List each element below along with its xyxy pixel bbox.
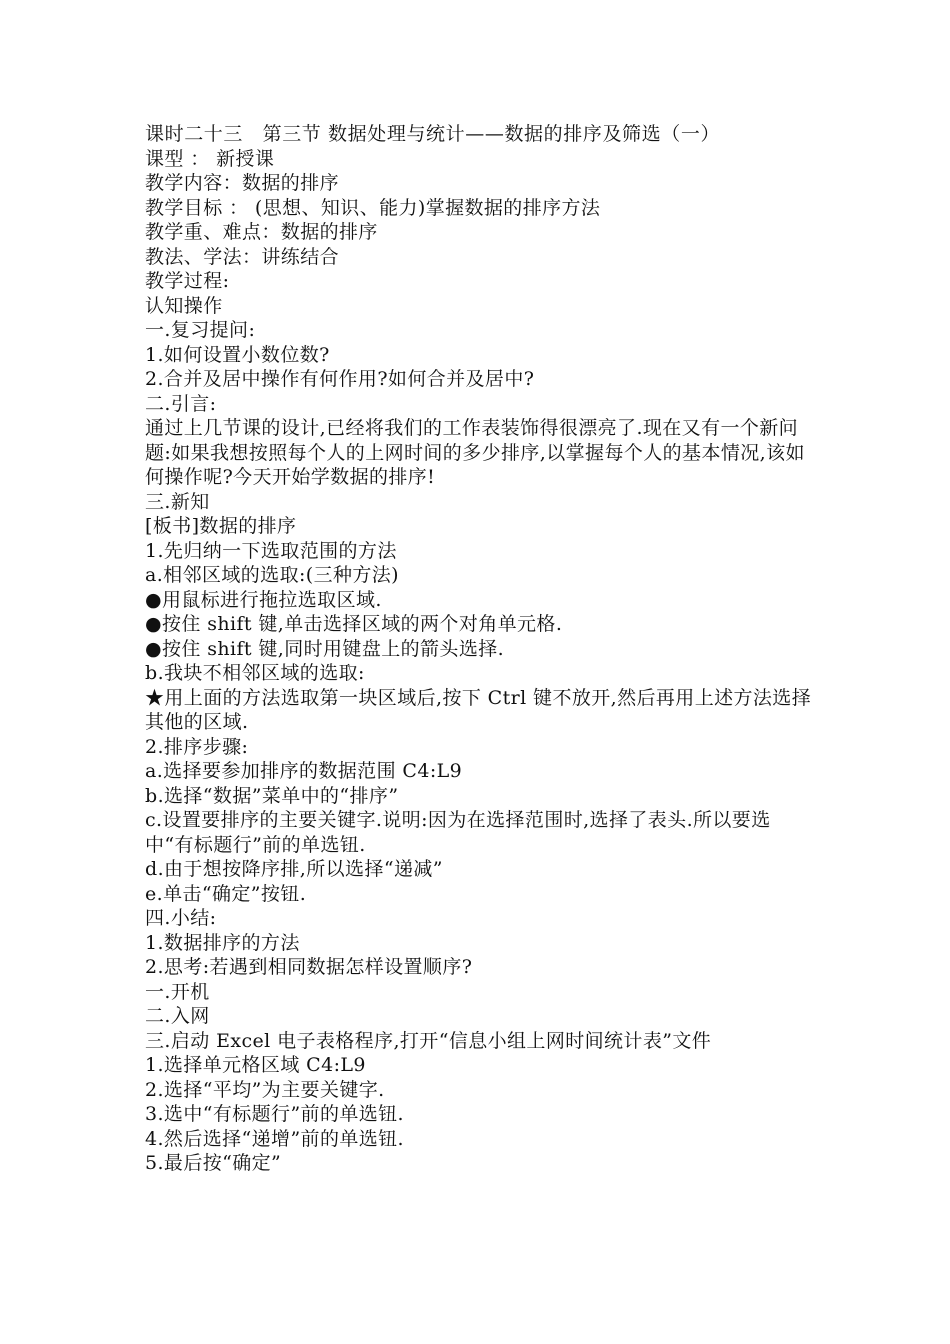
teaching-goal: 教学目标 ： (思想、知识、能力)掌握数据的排序方法: [145, 196, 601, 219]
sorting-step-b: b.选择“数据”菜单中的“排序”: [145, 784, 399, 807]
section-new-knowledge: 三.新知: [145, 490, 210, 513]
non-adjacent-selection-heading: b.我块不相邻区域的选取:: [145, 662, 365, 684]
practice-step-1: 1.选择单元格区域 C4:L9: [145, 1054, 366, 1076]
section-introduction: 二.引言:: [145, 392, 217, 415]
selection-method-heading: 1.先归纳一下选取范围的方法: [145, 539, 397, 562]
section-summary: 四.小结:: [145, 907, 217, 929]
board-note: [板书]数据的排序: [145, 515, 297, 537]
document-title: 课时二十三 第三节 数据处理与统计——数据的排序及筛选（一）: [145, 123, 721, 145]
summary-item-2: 2.思考:若遇到相同数据怎样设置顺序?: [145, 956, 473, 978]
practice-open-excel: 三.启动 Excel 电子表格程序,打开“信息小组上网时间统计表”文件: [145, 1029, 712, 1052]
bullet-shift-click: ●按住 shift 键,单击选择区域的两个对角单元格.: [145, 613, 563, 635]
sorting-step-a: a.选择要参加排序的数据范围 C4:L9: [145, 760, 463, 782]
practice-network: 二.入网: [145, 1005, 210, 1027]
introduction-paragraph: 通过上几节课的设计,已经将我们的工作表装饰得很漂亮了.现在又有一个新问题:如果我想按照每个人的上网时间的多少排序,以掌握每个人的基本情况,该如何操作呢?今天开始学数据的排序!: [145, 417, 805, 488]
bullet-drag-select: ●用鼠标进行拖拉选取区域.: [145, 588, 382, 611]
practice-step-5: 5.最后按“确定”: [145, 1152, 282, 1174]
practice-step-2: 2.选择“平均”为主要关键字.: [145, 1078, 385, 1101]
sorting-step-c: c.设置要排序的主要关键字.说明:因为在选择范围时,选择了表头.所以要选中“有标题行”前的单选钮.: [145, 809, 771, 856]
document-page: [145, 122, 813, 1176]
section-review: 一.复习提问:: [145, 319, 256, 341]
cognitive-operation: 认知操作: [145, 294, 223, 317]
practice-power-on: 一.开机: [145, 980, 210, 1003]
sorting-steps-heading: 2.排序步骤:: [145, 735, 249, 758]
key-points: 教学重、难点：数据的排序: [145, 221, 378, 243]
review-question-2: 2.合并及居中操作有何作用?如何合并及居中?: [145, 368, 535, 390]
practice-step-3: 3.选中“有标题行”前的单选钮.: [145, 1103, 404, 1125]
sorting-step-e: e.单击“确定”按钮.: [145, 882, 307, 905]
review-question-1: 1.如何设置小数位数?: [145, 343, 330, 366]
teaching-process: 教学过程:: [145, 270, 230, 292]
teaching-method: 教法、学法：讲练结合: [145, 245, 340, 268]
lesson-type: 课型 ： 新授课: [145, 147, 275, 170]
star-ctrl-select: ★用上面的方法选取第一块区域后,按下 Ctrl 键不放开,然后再用上述方法选择其他的区域.: [145, 686, 812, 733]
bullet-shift-arrow: ●按住 shift 键,同时用键盘上的箭头选择.: [145, 637, 505, 660]
adjacent-selection-heading: a.相邻区域的选取:(三种方法): [145, 564, 399, 586]
practice-step-4: 4.然后选择“递增”前的单选钮.: [145, 1127, 404, 1150]
teaching-content: 教学内容：数据的排序: [145, 172, 340, 194]
summary-item-1: 1.数据排序的方法: [145, 931, 300, 954]
sorting-step-d: d.由于想按降序排,所以选择“递减”: [145, 858, 443, 880]
